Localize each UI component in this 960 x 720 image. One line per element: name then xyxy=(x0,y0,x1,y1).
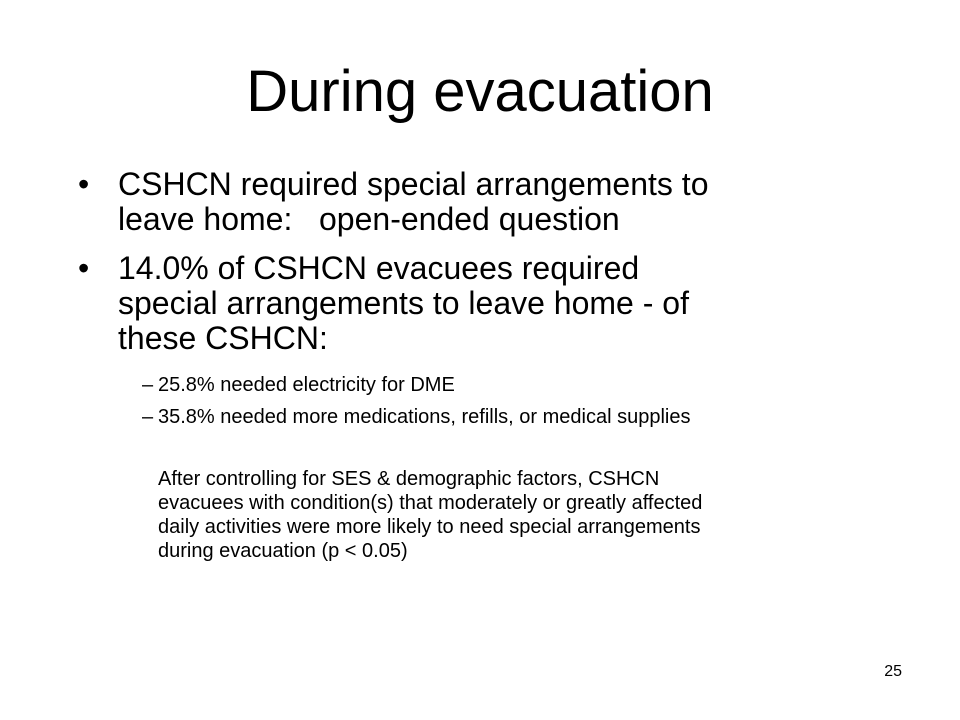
bullet-line: these CSHCN: xyxy=(118,320,328,356)
sub-bullet-marker: – xyxy=(142,374,154,396)
bullet-marker: • xyxy=(78,250,90,286)
sub-bullet-medications xyxy=(142,405,902,429)
bullet-item-2 xyxy=(78,251,868,356)
bullet-text xyxy=(118,251,868,356)
slide-title: During evacuation xyxy=(246,59,714,124)
bullet-line: leave home: open-ended question xyxy=(118,201,620,237)
note-line: daily activities were more likely to need special arrangements xyxy=(158,516,701,538)
bullet-text xyxy=(118,167,868,237)
note-line: evacuees with condition(s) that moderately or greatly affected xyxy=(158,492,703,514)
sub-bullet-electricity xyxy=(142,373,902,397)
bullet-line: 14.0% of CSHCN evacuees required xyxy=(118,250,640,286)
page-number: 25 xyxy=(884,663,902,680)
bullet-marker: • xyxy=(78,166,90,202)
bullet-item-1 xyxy=(78,167,868,237)
bullet-line: special arrangements to leave home - of xyxy=(118,285,689,321)
sub-bullet-text: 35.8% needed more medications, refills, or medical supplies xyxy=(158,406,691,428)
analysis-note xyxy=(158,467,898,563)
note-line: during evacuation (p < 0.05) xyxy=(158,540,408,562)
note-line: After controlling for SES & demographic factors, CSHCN xyxy=(158,468,660,490)
sub-bullet-marker: – xyxy=(142,406,154,428)
bullet-line: CSHCN required special arrangements to xyxy=(118,166,709,202)
sub-bullet-text: 25.8% needed electricity for DME xyxy=(158,374,455,396)
